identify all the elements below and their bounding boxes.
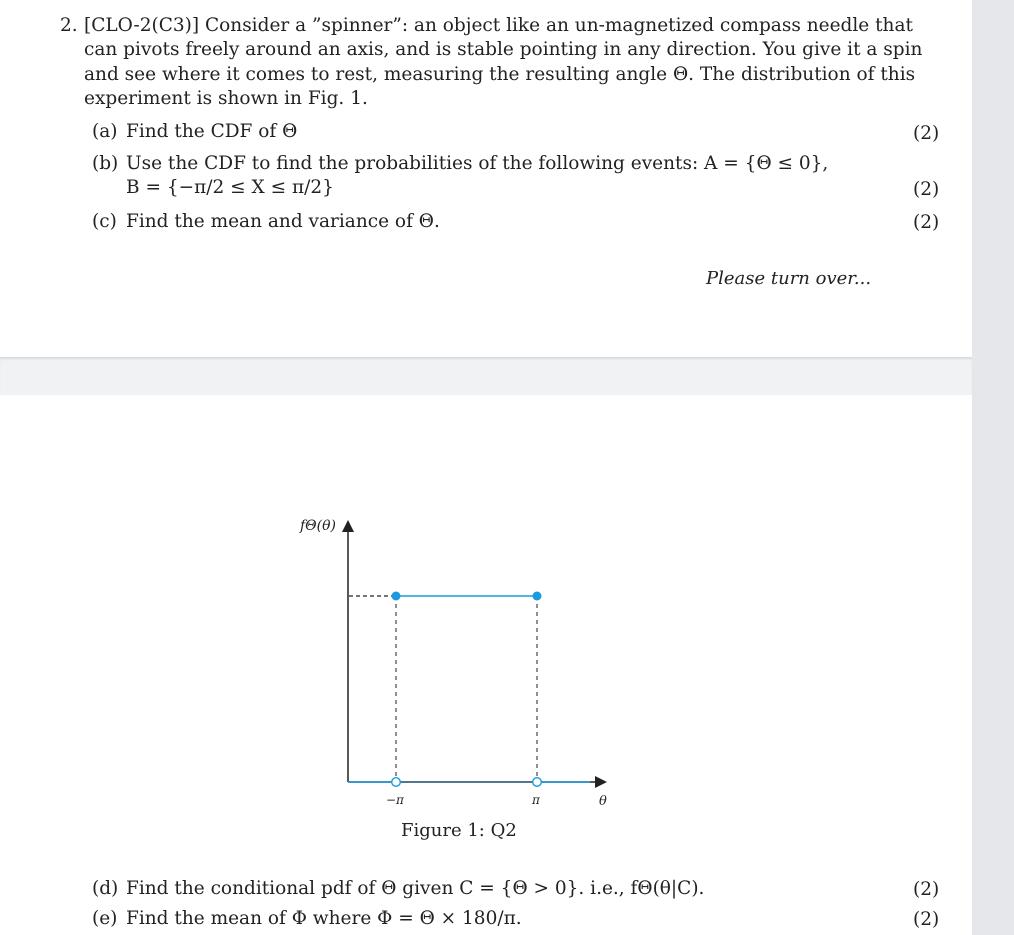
figure-caption: Figure 1: Q2 bbox=[401, 820, 517, 841]
document-page-2 bbox=[0, 395, 972, 935]
part-d-marks: (2) bbox=[913, 879, 940, 900]
figure-1-plot bbox=[0, 395, 972, 935]
part-e-label: (e) bbox=[92, 908, 118, 929]
part-b-text-2: B = {−π/2 ≤ X ≤ π/2} bbox=[126, 177, 334, 198]
question-number: 2. bbox=[60, 15, 78, 36]
document-page-1 bbox=[0, 0, 972, 357]
pdf-endpoint-right bbox=[533, 592, 542, 601]
turn-over-note: Please turn over... bbox=[706, 268, 872, 289]
part-d-label: (d) bbox=[92, 878, 119, 899]
x-axis-label: θ bbox=[599, 794, 607, 809]
intro-line-4: experiment is shown in Fig. 1. bbox=[84, 88, 368, 109]
open-point-right bbox=[533, 778, 542, 787]
part-c-text: Find the mean and variance of Θ. bbox=[126, 211, 440, 232]
part-b-label: (b) bbox=[92, 153, 119, 174]
tick-label-pi: π bbox=[532, 793, 540, 807]
part-b-text: Use the CDF to find the probabilities of the following events: A = {Θ ≤ 0}, bbox=[126, 153, 829, 174]
intro-line-1: [CLO-2(C3)] Consider a ”spinner”: an object like an un-magnetized compass needle that bbox=[84, 15, 913, 36]
part-c-marks: (2) bbox=[913, 212, 940, 233]
intro-line-2: can pivots freely around an axis, and is stable pointing in any direction. You give it a spin bbox=[84, 39, 923, 60]
part-d-text: Find the conditional pdf of Θ given C = {Θ > 0}. i.e., fΘ(θ|C). bbox=[126, 878, 705, 899]
scroll-gutter bbox=[972, 0, 1014, 935]
part-a-text: Find the CDF of Θ bbox=[126, 121, 298, 142]
page-gap bbox=[0, 357, 972, 395]
pdf-endpoint-left bbox=[392, 592, 401, 601]
tick-label-neg-pi: −π bbox=[386, 793, 404, 807]
part-a-marks: (2) bbox=[913, 123, 940, 144]
intro-line-3: and see where it comes to rest, measuring the resulting angle Θ. The distribution of this bbox=[84, 64, 916, 85]
part-c-label: (c) bbox=[92, 211, 117, 232]
part-b-marks: (2) bbox=[913, 179, 940, 200]
part-e-marks: (2) bbox=[913, 909, 940, 930]
part-e-text: Find the mean of Φ where Φ = Θ × 180/π. bbox=[126, 908, 522, 929]
part-a-label: (a) bbox=[92, 121, 118, 142]
y-axis-label: fΘ(θ) bbox=[300, 518, 337, 534]
open-point-left bbox=[392, 778, 401, 787]
